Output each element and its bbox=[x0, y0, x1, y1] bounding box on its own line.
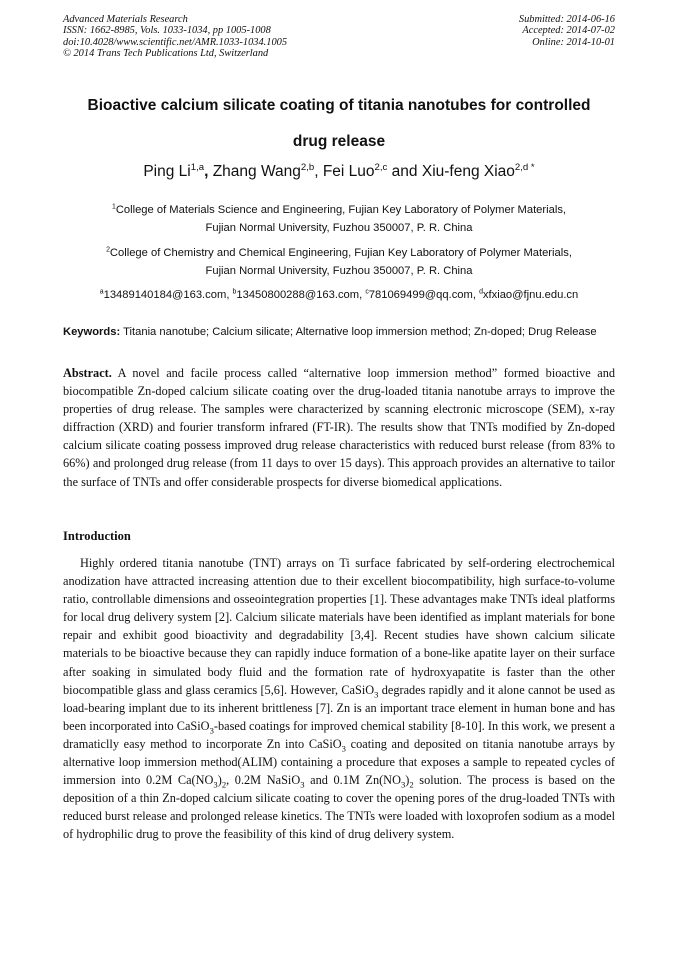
intro-text: , 0.2M NaSiO bbox=[226, 773, 301, 788]
author-name: Ping Li bbox=[143, 163, 191, 180]
intro-text: ) bbox=[217, 773, 222, 788]
email-address: 13450800288@163.com bbox=[236, 289, 360, 301]
subscript: 3 bbox=[213, 779, 218, 790]
author-and: and bbox=[391, 163, 418, 180]
title-line-2: drug release bbox=[292, 133, 386, 150]
email-address: 13489140184@163.com bbox=[103, 289, 227, 301]
intro-text: and 0.1M Zn(NO bbox=[304, 773, 401, 788]
abstract-text: A novel and facile process called “alternative loop immersion method” formed bioactive and biocompatible Zn-doped calcium silicate coating over the drug-loaded titania nanotube arrays to improve the properties of drug release. The samples were characterized by scanning electronic microscope (SEM), x-ray diffraction (XRD) and fourier transform infrared (FT-IR). The results show that TNTs modified by Zn-doped calcium silicate coating possess improved drug release characteristics with reduced burst release (from 83% to 66%) and prolonged drug release (from 11 days to over 15 days). This approach provides an alternative to tailor the surface of TNTs and offer considerable prospects for diverse biomedical applications. bbox=[63, 366, 615, 489]
doi-line: doi:10.4028/www.scientific.net/AMR.1033-1034.1005 bbox=[63, 36, 288, 48]
email-sup: d bbox=[479, 288, 483, 296]
intro-text: Highly ordered titania nanotube (TNT) arrays on Ti surface fabricated by self-ordering electrochemical anodization have attracted increasing attention due to their excellent biocompatibility, high surface-to-volume ratio, controllable dimensions and osseointegration properties [1]. These advantages make TNTs ideal platforms for local drug delivery system [2]. Calcium silicate materials have been identified as implant materials for bone repair and exhibit good bioactivity and degradability [3,4]. Recent studies have shown calcium silicate materials to be bioactive because they can rapidly induce formation of a bone-like apatite layer on their surface after soaking in simulated body fluid and the formation rate of hydroxyapatite is faster than the other biocompatible glass and glass ceramics [5,6]. However, CaSiO bbox=[63, 556, 615, 697]
intro-text: solution. The process is based on the deposition of a thin Zn-doped calcium silicate coating to cover the opening pores of the drug-loaded TNTs with reduced burst release and prolonged release kinetics. The TNTs were loaded with loxoprofen sodium as a model of hydrophilic drug to prove the feasibility of this kind of drug delivery system. bbox=[63, 773, 615, 842]
subscript: 3 bbox=[341, 743, 346, 754]
intro-text: -based coatings for improved chemical stability [8-10]. In this work, we present a dramaticlly easy method to incorporate Zn into CaSiO bbox=[63, 718, 615, 751]
author-separator: , bbox=[204, 163, 213, 180]
accepted-date: Accepted: 2014-07-02 bbox=[522, 25, 615, 37]
author-affiliation-sup: 2,b bbox=[300, 161, 315, 173]
journal-header-right bbox=[519, 14, 615, 48]
email-sup: a bbox=[99, 288, 104, 296]
affiliation-line: Fujian Normal University, Fuzhou 350007, P. R. China bbox=[205, 222, 473, 234]
paper-title bbox=[63, 88, 615, 160]
submitted-date: Submitted: 2014-06-16 bbox=[518, 14, 615, 25]
affiliation-2 bbox=[63, 244, 615, 280]
journal-header-left bbox=[63, 14, 287, 60]
issn-line: ISSN: 1662-8985, Vols. 1033-1034, pp 1005-1008 bbox=[63, 25, 271, 37]
author-name: Xiu-feng Xiao bbox=[421, 163, 515, 180]
copyright-line: © 2014 Trans Tech Publications Ltd, Switzerland bbox=[63, 48, 269, 60]
subscript: 3 bbox=[400, 779, 406, 790]
author-name: Fei Luo bbox=[322, 163, 375, 180]
journal-name: Advanced Materials Research bbox=[63, 14, 188, 25]
subscript: 3 bbox=[209, 725, 214, 736]
author-name: Zhang Wang bbox=[212, 163, 301, 180]
author-list bbox=[63, 162, 615, 182]
subscript: 2 bbox=[221, 779, 227, 790]
intro-text: coating and deposited on titania nanotube arrays by alternative loop immersion method(ALIM) containing a procedure that exposes a sample to repeated cycles of immersion into 0.2M Ca(NO bbox=[63, 736, 615, 788]
introduction-heading: Introduction bbox=[63, 529, 131, 543]
subscript: 2 bbox=[409, 779, 414, 790]
author-affiliation-sup: 2,c bbox=[374, 161, 388, 173]
keywords-block bbox=[63, 325, 615, 341]
subscript: 3 bbox=[374, 689, 379, 700]
email-address: xfxiao@fjnu.edu.cn bbox=[482, 289, 579, 301]
affiliation-line: Fujian Normal University, Fuzhou 350007, P. R. China bbox=[205, 265, 473, 277]
email-sup: c bbox=[365, 288, 369, 296]
affiliation-number: 2 bbox=[106, 246, 110, 254]
introduction-paragraph bbox=[63, 554, 615, 844]
affiliation-1 bbox=[63, 201, 615, 237]
subscript: 3 bbox=[300, 779, 305, 790]
title-line-1: Bioactive calcium silicate coating of titania nanotubes for controlled bbox=[87, 97, 591, 114]
author-separator: , bbox=[314, 163, 323, 180]
author-affiliation-sup: 2,d * bbox=[514, 161, 535, 173]
affiliation-line: College of Chemistry and Chemical Engineering, Fujian Key Laboratory of Polymer Materials, bbox=[109, 247, 572, 259]
keywords-label: Keywords: bbox=[63, 326, 121, 338]
email-sup: b bbox=[232, 288, 237, 296]
affiliation-line: College of Materials Science and Engineering, Fujian Key Laboratory of Polymer Materials, bbox=[115, 204, 567, 216]
online-date: Online: 2014-10-01 bbox=[532, 36, 615, 48]
author-emails: $^a$13489140184@163.com, $^b$13450800288@163.com, $^c$781069499@qq.com, $^d$xfxiao@fjnu.edu.cn bbox=[99, 288, 579, 301]
abstract-block bbox=[63, 364, 615, 491]
abstract-label: Abstract. bbox=[63, 366, 112, 380]
author-affiliation-sup: 1,a bbox=[190, 161, 205, 173]
intro-text: degrades rapidly and it alone cannot be used as load-bearing implant due to its inherent brittleness [7]. Zn is an important trace element in human bone and has been incorporated into CaSiO bbox=[63, 682, 615, 733]
intro-text: ) bbox=[405, 773, 410, 788]
keywords-text: Titania nanotube; Calcium silicate; Alternative loop immersion method; Zn-doped; Drug Release bbox=[123, 326, 597, 338]
email-address: 781069499@qq.com bbox=[368, 289, 473, 301]
affiliation-number: 1 bbox=[111, 203, 116, 211]
